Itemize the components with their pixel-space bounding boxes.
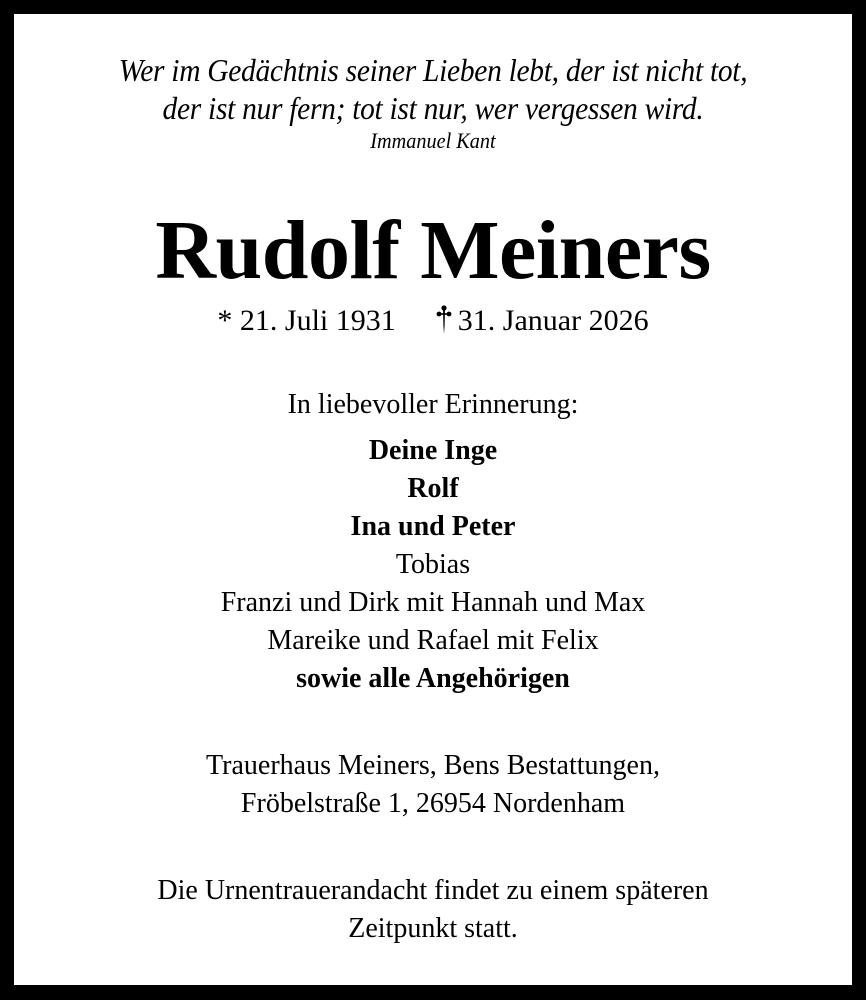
life-dates (14, 304, 852, 338)
birth-date: * 21. Juli 1931 (217, 304, 396, 337)
mourner-line: Mareike und Rafael mit Felix (267, 625, 599, 656)
mourner-line: Franzi und Dirk mit Hannah und Max (220, 587, 646, 618)
address-line-2: Fröbelstraße 1, 26954 Nordenham (240, 788, 626, 819)
mourner-line: Tobias (395, 549, 471, 580)
cross-icon (436, 304, 452, 332)
mourner-line: Rolf (407, 473, 459, 504)
quote-line-2: der ist nur fern; tot ist nur, wer vergessen wird. (162, 90, 704, 126)
mourner-line: Deine Inge (368, 435, 498, 466)
death-date: 31. Januar 2026 (457, 304, 649, 337)
quote-author: Immanuel Kant (370, 128, 496, 153)
notice-line-2: Zeitpunkt statt. (348, 913, 518, 944)
notice-line-1: Die Urnentrauerandacht findet zu einem späteren (157, 875, 709, 906)
mourner-line: sowie alle Angehörigen (296, 663, 570, 694)
obituary-card (14, 14, 852, 985)
address-line-1: Trauerhaus Meiners, Bens Bestattungen, (206, 750, 660, 781)
quote-line-1: Wer im Gedächtnis seiner Lieben lebt, der ist nicht tot, (118, 52, 748, 88)
mourners-intro: In liebevoller Erinnerung: (287, 389, 579, 420)
mourner-line: Ina und Peter (350, 511, 516, 542)
deceased-name: Rudolf Meiners (155, 204, 711, 297)
